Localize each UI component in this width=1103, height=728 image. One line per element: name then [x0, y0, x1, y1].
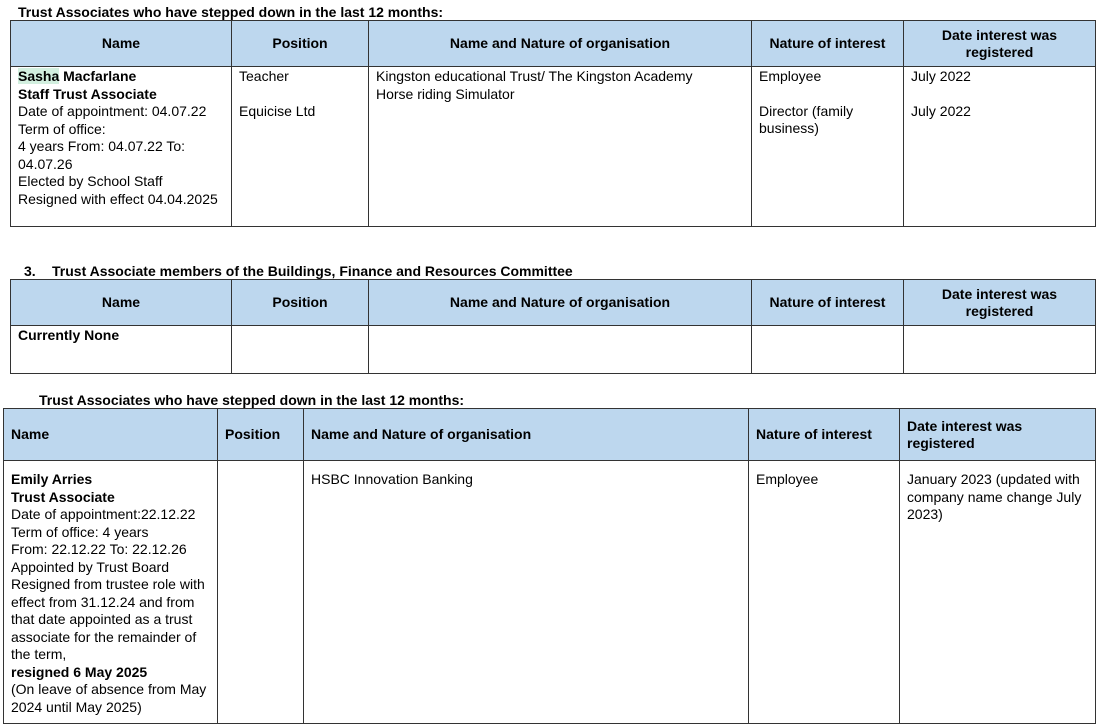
name-cell: Currently None: [11, 326, 232, 374]
table-row: [11, 67, 1096, 227]
col-header-date: Date interest was registered: [904, 21, 1096, 67]
name-cell: [4, 461, 218, 724]
col-header-organisation: Name and Nature of organisation: [369, 280, 752, 326]
organisation-cell: [369, 326, 752, 374]
term-dates: From: 22.12.22 To: 22.12.26: [11, 541, 187, 557]
term-of-office: Term of office:: [18, 120, 106, 137]
appointment-date: Date of appointment:22.12.22: [11, 506, 196, 522]
position-cell: [218, 461, 304, 724]
organisation-cell: Kingston educational Trust/ The Kingston Academy Horse riding Simulator: [369, 67, 752, 227]
col-header-position: Position: [232, 280, 369, 326]
election-info: Elected by School Staff: [18, 173, 163, 189]
leave-note: (On leave of absence from May 2024 until May 2025): [11, 681, 207, 715]
col-header-name: Name: [11, 21, 232, 67]
interest-cell: Employee Director (family business): [752, 67, 904, 227]
section2-table: [10, 279, 1096, 374]
appointment-date: Date of appointment: 04.07.22: [18, 103, 207, 119]
highlighted-first-name: Sasha: [18, 68, 60, 84]
section1-heading: Trust Associates who have stepped down in the last 12 months:: [18, 4, 444, 20]
col-header-position: Position: [232, 21, 369, 67]
term-dates: 4 years From: 04.07.22 To: 04.07.26: [18, 138, 186, 172]
interest-cell: [752, 326, 904, 374]
position-cell: Teacher Equicise Ltd: [232, 67, 369, 227]
table-row: [11, 326, 1096, 374]
date-cell: July 2022 July 2022: [904, 67, 1096, 227]
col-header-date: Date interest was registered: [900, 409, 1096, 461]
name-cell: [11, 67, 232, 227]
col-header-interest: Nature of interest: [749, 409, 900, 461]
person-role: Trust Associate: [11, 488, 115, 505]
col-header-organisation: Name and Nature of organisation: [369, 21, 752, 67]
resigned-date: resigned 6 May 2025: [11, 663, 148, 680]
resignation-info: Resigned with effect 04.04.2025: [18, 190, 218, 207]
col-header-organisation: Name and Nature of organisation: [304, 409, 749, 461]
person-name: Sasha Macfarlane: [18, 68, 137, 84]
organisation-cell: HSBC Innovation Banking: [304, 461, 749, 724]
person-name: Emily Arries: [11, 471, 93, 487]
section3-table: [3, 408, 1096, 724]
position-cell: [232, 326, 369, 374]
date-cell: [904, 326, 1096, 374]
section2-heading: 3. Trust Associate members of the Buildings, Finance and Resources Committee: [24, 263, 573, 279]
term-of-office: Term of office: 4 years: [11, 523, 149, 540]
table-row: [4, 461, 1096, 724]
section3-heading: Trust Associates who have stepped down in the last 12 months:: [39, 392, 465, 408]
section-number: 3.: [24, 263, 36, 279]
interest-cell: Employee: [749, 461, 900, 724]
col-header-name: Name: [4, 409, 218, 461]
resignation-details: Resigned from trustee role with effect from 31.12.24 and from that date appointed as a trust associate for the remainder of the term,: [11, 576, 205, 662]
col-header-name: Name: [11, 280, 232, 326]
appointment-info: Appointed by Trust Board: [11, 558, 169, 575]
col-header-date: Date interest was registered: [904, 280, 1096, 326]
person-role: Staff Trust Associate: [18, 85, 157, 102]
col-header-interest: Nature of interest: [752, 21, 904, 67]
section1-table: [10, 20, 1096, 227]
col-header-interest: Nature of interest: [752, 280, 904, 326]
col-header-position: Position: [218, 409, 304, 461]
date-cell: January 2023 (updated with company name change July 2023): [900, 461, 1096, 724]
